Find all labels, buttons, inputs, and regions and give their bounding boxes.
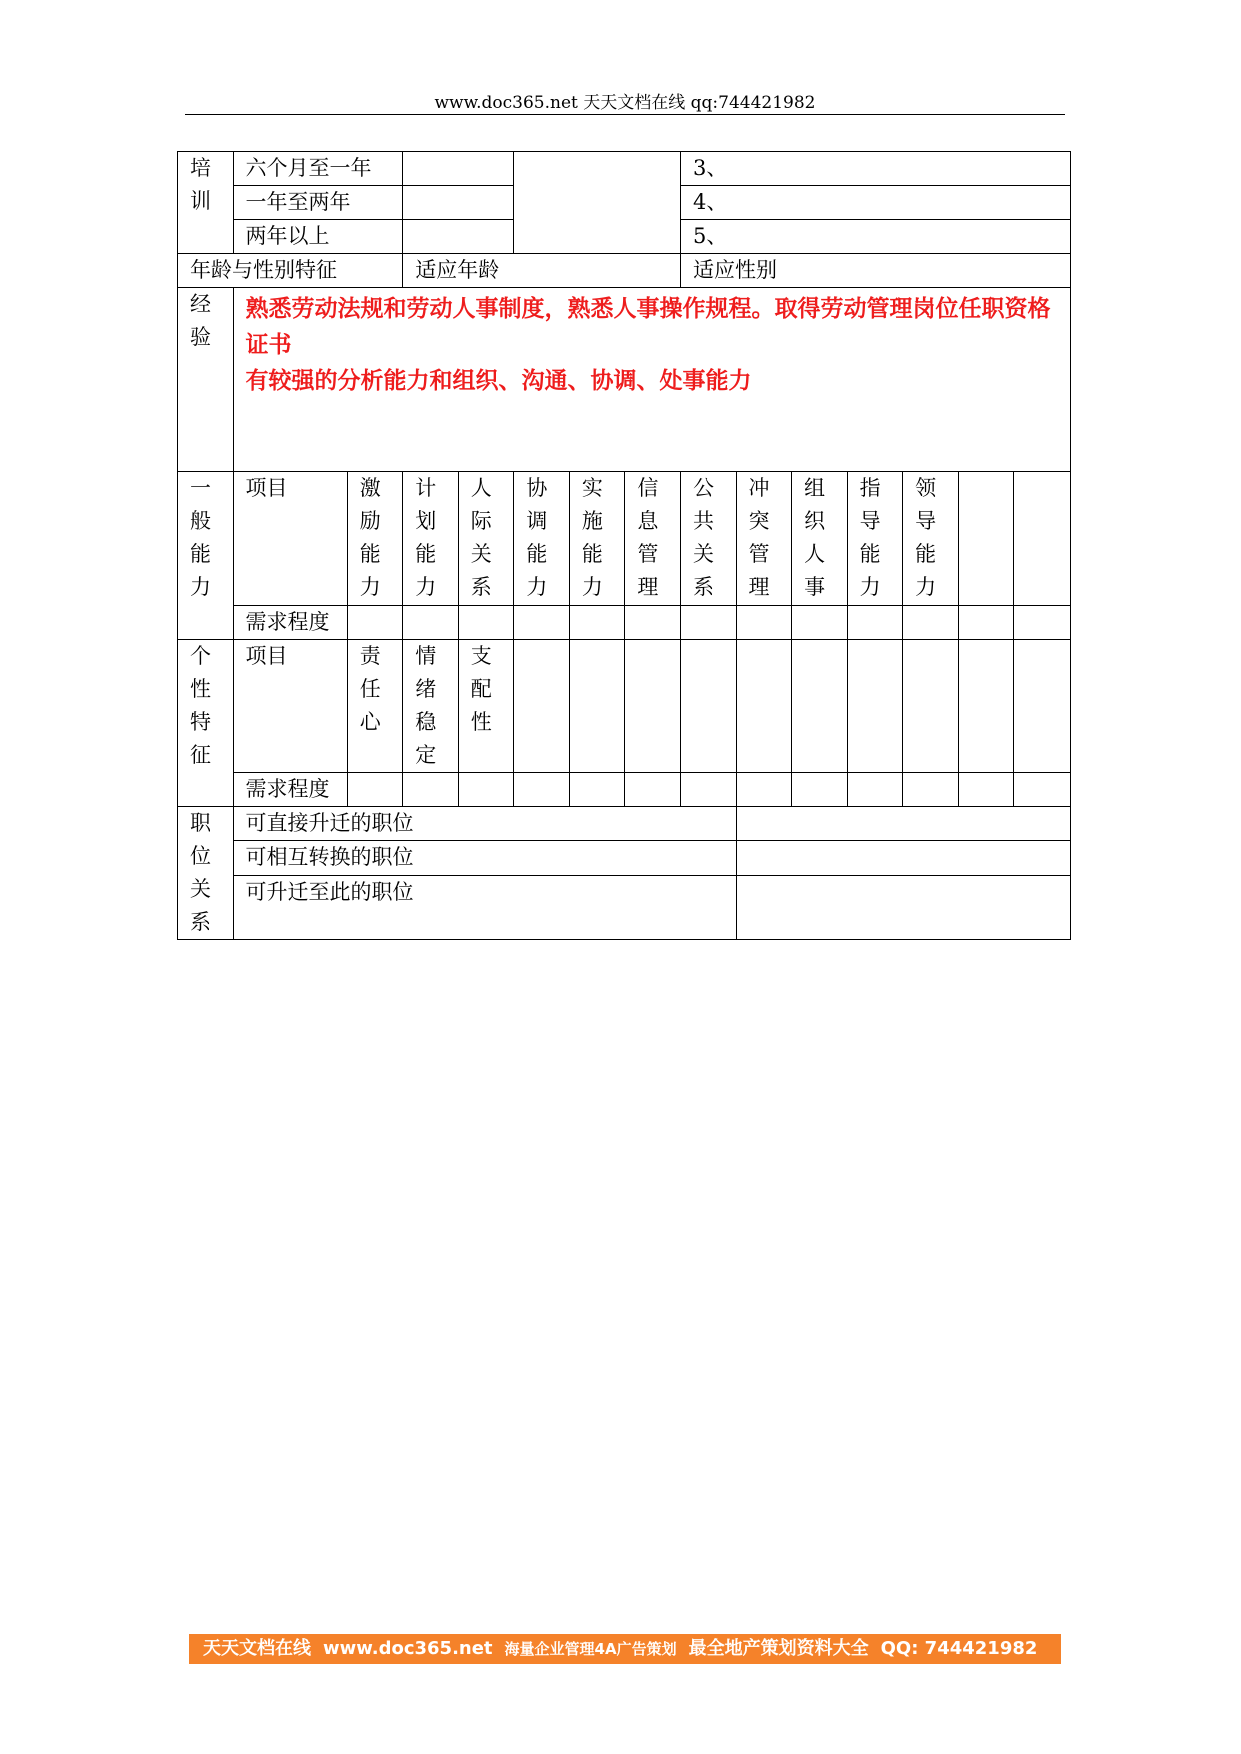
ability-public-relations: 公 共 关 系: [680, 472, 736, 606]
ability-motivation: 激 励 能 力: [347, 472, 403, 606]
trait-empty: [847, 640, 903, 773]
trait-empty: [569, 640, 625, 773]
footer-site: 天天文档在线: [203, 1638, 311, 1659]
demand-cell: [736, 606, 792, 640]
ability-leadership: 领 导 能 力: [903, 472, 959, 606]
demand-cell: [903, 773, 959, 807]
experience-requirement-2: 有较强的分析能力和组织、沟通、协调、处事能力: [245, 367, 752, 394]
demand-cell: [458, 773, 514, 807]
job-spec-table: [177, 151, 1071, 940]
trait-empty: [792, 640, 848, 773]
footer-qq: QQ: 744421982: [880, 1638, 1038, 1659]
general-ability-label: 一 般 能 力: [178, 472, 234, 640]
footer-slogan-2: 最全地产策划资料大全: [688, 1638, 869, 1659]
footer-slogan-1: 海量企业管理4A广告策划: [504, 1640, 677, 1658]
demand-cell: [958, 773, 1014, 807]
demand-cell: [569, 606, 625, 640]
demand-cell: [514, 606, 570, 640]
training-duration: 六个月至一年: [233, 152, 403, 186]
training-item: 3、: [680, 152, 1070, 186]
demand-cell: [792, 606, 848, 640]
transfer-label: 可相互转换的职位: [233, 841, 736, 875]
ability-implementation: 实 施 能 力: [569, 472, 625, 606]
ability-guidance: 指 导 能 力: [847, 472, 903, 606]
demand-cell: [958, 606, 1014, 640]
demand-cell: [847, 606, 903, 640]
personality-demand-label: 需求程度: [233, 773, 347, 807]
experience-requirement-1: 熟悉劳动法规和劳动人事制度，熟悉人事操作规程。取得劳动管理岗位任职资格证书: [245, 295, 1051, 358]
demand-cell: [680, 773, 736, 807]
ability-empty: [958, 472, 1014, 606]
training-label: 培 训: [178, 152, 234, 254]
demand-cell: [903, 606, 959, 640]
training-cell: [403, 186, 514, 220]
ability-demand-label: 需求程度: [233, 606, 347, 640]
trait-dominance: 支 配 性: [458, 640, 514, 773]
training-blank: [514, 152, 681, 254]
trait-empty: [680, 640, 736, 773]
page-header: www.doc365.net 天天文档在线 qq:744421982: [434, 93, 816, 113]
experience-content: [233, 288, 1070, 472]
training-duration: 一年至两年: [233, 186, 403, 220]
position-relation-label: 职 位 关 系: [178, 807, 234, 940]
trait-empty: [736, 640, 792, 773]
promote-to-label: 可直接升迁的职位: [233, 807, 736, 841]
trait-empty: [514, 640, 570, 773]
ability-info-management: 信 息 管 理: [625, 472, 681, 606]
demand-cell: [680, 606, 736, 640]
demand-cell: [458, 606, 514, 640]
demand-cell: [792, 773, 848, 807]
training-duration: 两年以上: [233, 220, 403, 254]
training-cell: [403, 220, 514, 254]
ability-item-label: 项目: [233, 472, 347, 606]
ability-organization: 组 织 人 事: [792, 472, 848, 606]
ability-interpersonal: 人 际 关 系: [458, 472, 514, 606]
demand-cell: [1014, 773, 1071, 807]
trait-responsibility: 责 任 心: [347, 640, 403, 773]
trait-emotional-stability: 情 绪 稳 定: [403, 640, 459, 773]
training-item: 5、: [680, 220, 1070, 254]
demand-cell: [847, 773, 903, 807]
demand-cell: [1014, 606, 1071, 640]
age-gender-label: 年龄与性别特征: [178, 254, 403, 288]
demand-cell: [625, 773, 681, 807]
suitable-age: 适应年龄: [403, 254, 681, 288]
trait-empty: [625, 640, 681, 773]
footer-url[interactable]: www.doc365.net: [323, 1638, 493, 1659]
ability-coordination: 协 调 能 力: [514, 472, 570, 606]
transfer-value: [736, 841, 1070, 875]
demand-cell: [736, 773, 792, 807]
header-rule: [185, 114, 1065, 115]
trait-empty: [903, 640, 959, 773]
demand-cell: [347, 606, 403, 640]
trait-empty: [1014, 640, 1071, 773]
promote-to-value: [736, 807, 1070, 841]
demand-cell: [403, 773, 459, 807]
training-item: 4、: [680, 186, 1070, 220]
training-cell: [403, 152, 514, 186]
experience-label: 经 验: [178, 288, 234, 472]
personality-item-label: 项目: [233, 640, 347, 773]
suitable-gender: 适应性别: [680, 254, 1070, 288]
promote-from-label: 可升迁至此的职位: [233, 875, 736, 940]
personality-label: 个 性 特 征: [178, 640, 234, 807]
demand-cell: [625, 606, 681, 640]
trait-empty: [958, 640, 1014, 773]
ability-conflict-management: 冲 突 管 理: [736, 472, 792, 606]
demand-cell: [569, 773, 625, 807]
demand-cell: [403, 606, 459, 640]
demand-cell: [347, 773, 403, 807]
footer-banner: [189, 1634, 1061, 1664]
promote-from-value: [736, 875, 1070, 940]
demand-cell: [514, 773, 570, 807]
ability-empty: [1014, 472, 1071, 606]
ability-planning: 计 划 能 力: [403, 472, 459, 606]
